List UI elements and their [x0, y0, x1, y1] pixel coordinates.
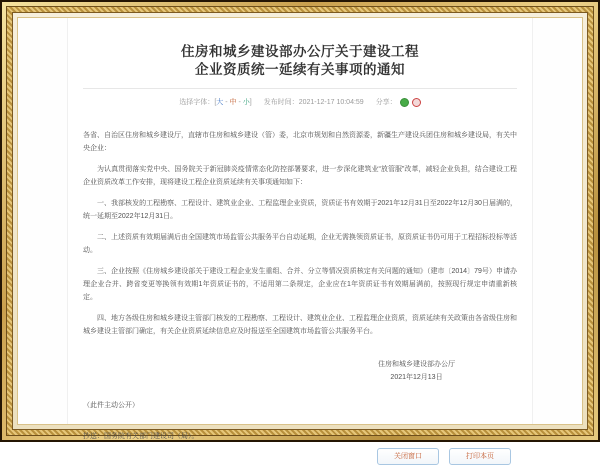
gold-frame-inner-band [12, 12, 588, 460]
title-line-2: 企业资质统一延续有关事项的通知 [195, 62, 405, 77]
cc-note: 抄送：国务院有关部门建设司（局）。 [83, 433, 199, 440]
intro-paragraph: 为认真贯彻落实党中央、国务院关于新冠肺炎疫情常态化防控部署要求，进一步深化建筑业“放管服”改革，减轻企业负担，结合建设工程企业资质改革工作安排，现将建设工程企业资质延续有关事项通知如下： [83, 166, 517, 186]
title-divider [83, 88, 517, 89]
signature-block [378, 358, 455, 384]
font-size-small-link[interactable]: 小 [242, 99, 250, 106]
article-container [67, 18, 533, 460]
salutation-paragraph: 各省、自治区住房和城乡建设厅，直辖市住房和城乡建设（管）委，北京市规划和自然资源委，新疆生产建设兵团住房和城乡建设局，有关中央企业： [83, 132, 517, 152]
font-size-medium-link[interactable]: 中 [229, 99, 237, 106]
title-line-1: 住房和城乡建设部办公厅关于建设工程 [181, 44, 419, 59]
meta-bar [83, 97, 517, 108]
item-4-paragraph: 四、地方各级住房和城乡建设主管部门核发的工程勘察、工程设计、建筑业企业、工程监理企业资质，资质延续有关政策由各省级住房和城乡建设主管部门确定，有关企业资质延续信息应及时报送至全国建筑市场监管公共服务平台。 [83, 315, 517, 335]
dash-separator: - [236, 99, 243, 106]
gold-frame-pattern-band [6, 6, 594, 460]
action-buttons [83, 442, 517, 471]
item-1-paragraph: 一、我部核发的工程勘察、工程设计、建筑业企业、工程监理企业资质，资质证书有效期于2021年12月31日至2022年12月30日届满的，统一延期至2022年12月31日。 [83, 200, 517, 220]
print-page-button[interactable]: 打印本页 [449, 448, 511, 465]
dash-separator: - [223, 99, 230, 106]
notice-body [83, 108, 517, 346]
page-background [17, 17, 583, 460]
bracket-close: ] [249, 99, 252, 106]
share-label: 分享： [375, 99, 397, 106]
signature-date: 2021年12月13日 [390, 374, 443, 381]
weibo-share-icon[interactable] [412, 98, 421, 107]
item-3-paragraph: 三、企业按照《住房城乡建设部关于建设工程企业发生重组、合并、分立等情况资质核定有关问题的通知》（建市〔2014〕79号）申请办理企业合并、跨省变更等换领有效期1年资质证书的，不适用第二条规定，企业应在1年资质证书有效期届满前，按照现行规定申请重新核定。 [83, 268, 517, 301]
close-window-button[interactable]: 关闭窗口 [377, 448, 439, 465]
item-2-paragraph: 二、上述资质有效期届满后由全国建筑市场监管公共服务平台自动延期，企业无需换领资质证书，原资质证书仍可用于工程招标投标等活动。 [83, 234, 517, 254]
signature-org: 住房和城乡建设部办公厅 [378, 361, 455, 368]
font-size-label: 选择字体： [179, 99, 215, 106]
disclosure-note: （此件主动公开） [83, 402, 139, 409]
page-title [89, 43, 511, 79]
publish-time-value: 2021-12-17 10:04:59 [298, 99, 364, 106]
font-size-large-link[interactable]: 大 [216, 99, 224, 106]
publish-time-label: 发布时间： [263, 99, 299, 106]
wechat-share-icon[interactable] [400, 98, 409, 107]
bracket-open: [ [214, 99, 217, 106]
